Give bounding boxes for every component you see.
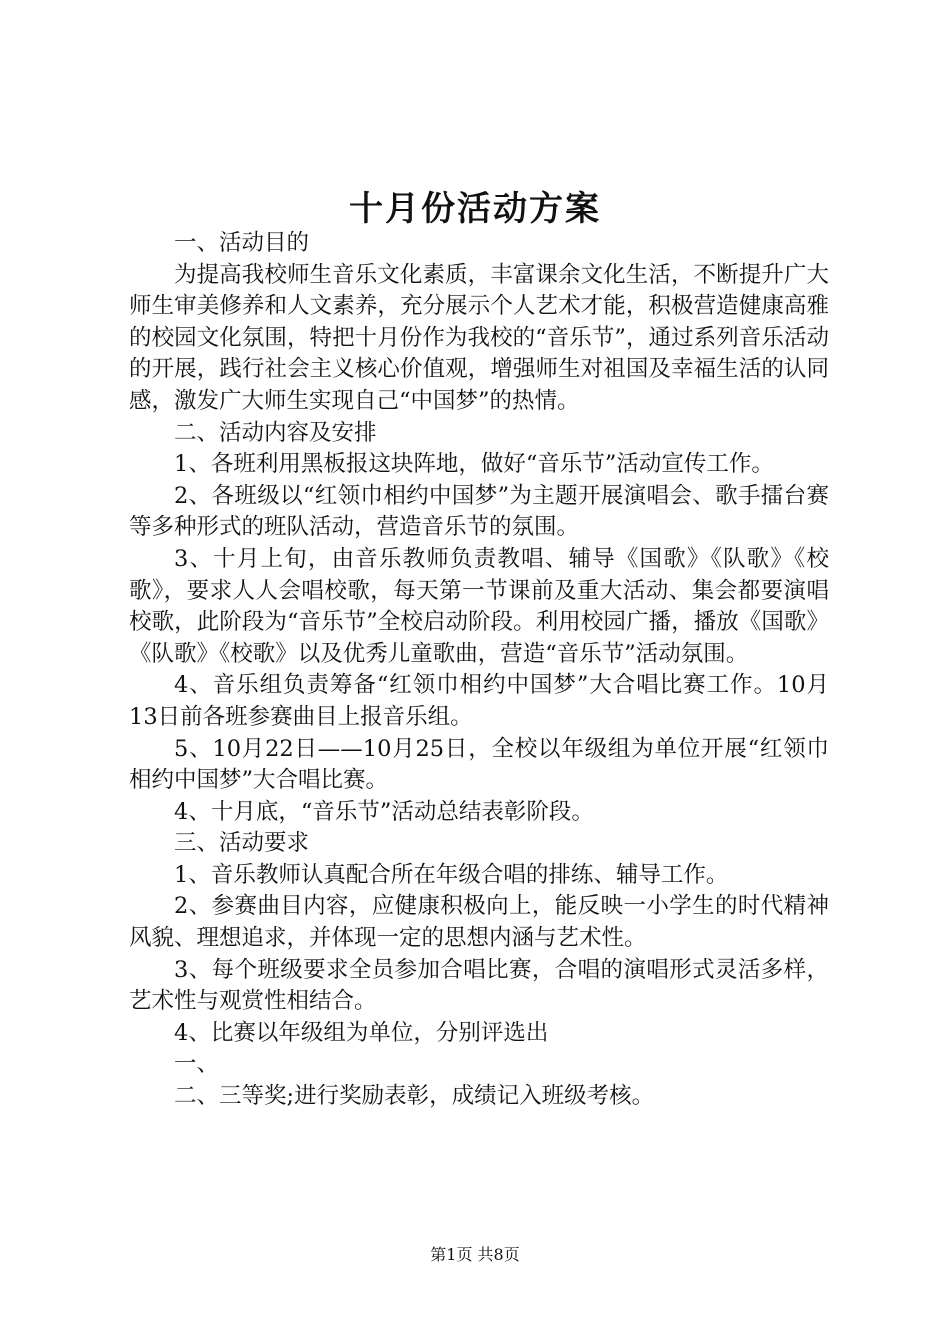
paragraph-item: 4、音乐组负责筹备“红领巾相约中国梦”大合唱比赛工作。10月13日前各班参赛曲目上报音乐组。 [129, 672, 829, 730]
paragraph-item: 一、 [174, 1051, 220, 1078]
paragraph-item: 二、三等奖;进行奖励表彰，成绩记入班级考核。 [174, 1083, 655, 1110]
section-heading-requirements: 三、活动要求 [174, 830, 310, 857]
paragraph-item: 1、音乐教师认真配合所在年级合唱的排练、辅导工作。 [174, 861, 729, 888]
paragraph-item: 2、参赛曲目内容，应健康积极向上，能反映一小学生的时代精神风貌、理想追求，并体现一定的思想内涵与艺术性。 [129, 893, 829, 952]
section-heading-content: 二、活动内容及安排 [174, 419, 377, 446]
paragraph-item: 3、十月上旬，由音乐教师负责教唱、辅导《国歌》《队歌》《校歌》，要求人人会唱校歌，每天第一节课前及重大活动、集会都要演唱校歌，此阶段为“音乐节”全校启动阶段。利用校园广播，播放《国歌》《队歌》《校歌》以及优秀儿童歌曲，营造“音乐节”活动氛围。 [129, 545, 829, 667]
paragraph-item: 4、比赛以年级组为单位，分别评选出 [174, 1019, 549, 1046]
paragraph-item: 4、十月底，“音乐节”活动总结表彰阶段。 [174, 798, 594, 825]
page-footer: 第1页 共8页 [430, 1245, 520, 1264]
paragraph-item: 1、各班利用黑板报这块阵地，做好“音乐节”活动宣传工作。 [174, 451, 774, 478]
paragraph-purpose: 为提高我校师生音乐文化素质，丰富课余文化生活，不断提升广大师生审美修养和人文素养，充分展示个人艺术才能，积极营造健康高雅的校园文化氛围，特把十月份作为我校的“音乐节”，通过系列音乐活动的开展，践行社会主义核心价值观，增强师生对祖国及幸福生活的认同感，激发广大师生实现自己“中国梦”的热情。 [129, 261, 829, 414]
paragraph-item: 3、每个班级要求全员参加合唱比赛，合唱的演唱形式灵活多样，艺术性与观赏性相结合。 [129, 956, 829, 1015]
paragraph-item: 2、各班级以“红领巾相约中国梦”为主题开展演唱会、歌手擂台赛等多种形式的班队活动，营造音乐节的氛围。 [129, 482, 829, 541]
document-title: 十月份活动方案 [349, 189, 601, 229]
paragraph-item: 5、10月22日——10月25日，全校以年级组为单位开展“红领巾相约中国梦”大合唱比赛。 [129, 735, 829, 794]
section-heading-purpose: 一、活动目的 [174, 230, 310, 256]
document-body [129, 228, 829, 1113]
